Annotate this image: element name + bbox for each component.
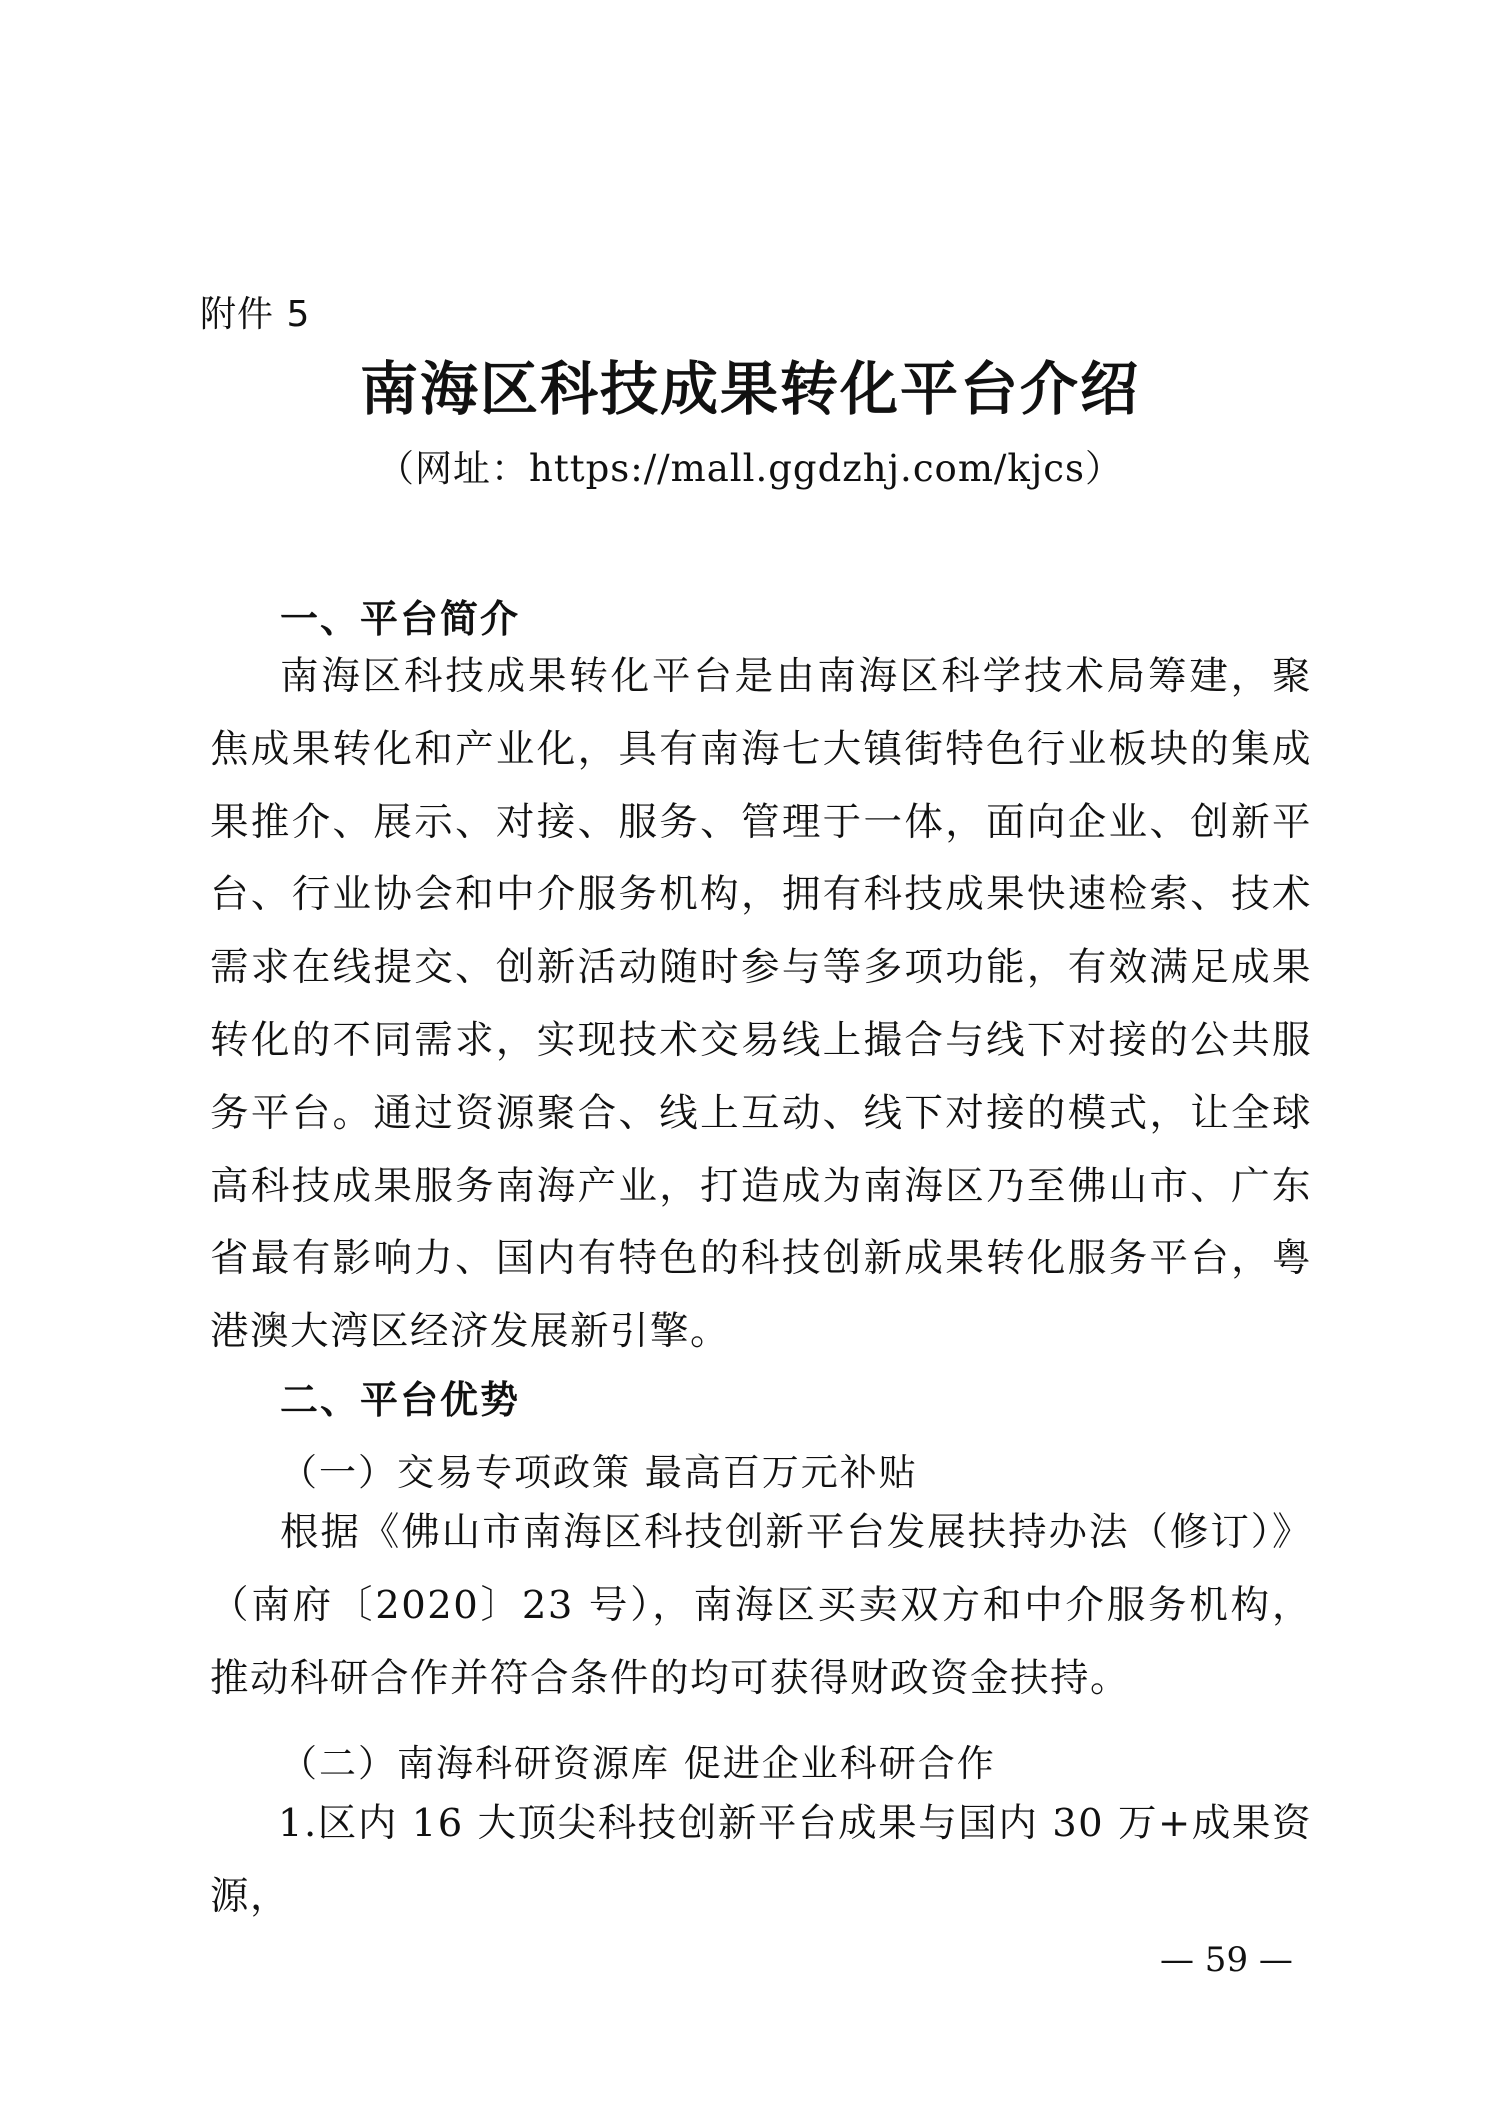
attachment-label: 附件 5 xyxy=(200,294,311,335)
sub1-heading: （一）交易专项政策 最高百万元补贴 xyxy=(280,1451,918,1494)
intro-heading: 一、平台简介 xyxy=(280,597,521,641)
intro-paragraph: 南海区科技成果转化平台是由南海区科学技术局筹建，聚焦成果转化和产业化，具有南海七大镇街特色行业板块的集成果推介、展示、对接、服务、管理于一体，面向企业、创新平台、行业协会和中介服务机构，拥有科技成果快速检索、技术需求在线提交、创新活动随时参与等多项功能，有效满足成果转化的不同需求，实现技术交易线上撮合与线下对接的公共服务平台。通过资源聚合、线上互动、线下对接的模式，让全球高科技成果服务南海产业，打造成为南海区乃至佛山市、广东省最有影响力、国内有特色的科技创新成果转化服务平台，粤港澳大湾区经济发展新引擎。 xyxy=(210,654,1312,1355)
sub2-heading: （二）南海科研资源库 促进企业科研合作 xyxy=(280,1742,996,1785)
url-line: （网址：https://mall.ggdzhj.com/kjcs） xyxy=(377,447,1123,490)
page-title: 南海区科技成果转化平台介绍 xyxy=(359,355,1140,423)
page-number: — 59 — xyxy=(1160,1940,1293,1980)
sub1-paragraph: 根据《佛山市南海区科技创新平台发展扶持办法（修订）》（南府〔2020〕23 号），南海区买卖双方和中介服务机构，推动科研合作并符合条件的均可获得财政资金扶持。 xyxy=(210,1510,1312,1701)
sub2-paragraph: 1.区内 16 大顶尖科技创新平台成果与国内 30 万+成果资源， xyxy=(210,1801,1312,1919)
advantage-heading: 二、平台优势 xyxy=(280,1378,521,1422)
